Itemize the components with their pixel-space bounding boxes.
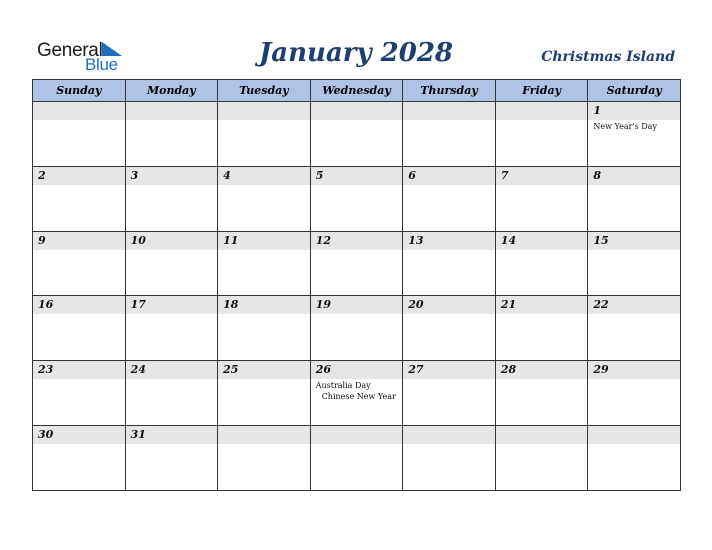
calendar-day-cell <box>495 425 588 490</box>
day-number: 18 <box>218 296 310 314</box>
day-number: 28 <box>496 361 588 379</box>
calendar-week-row <box>33 361 681 426</box>
day-number: 17 <box>126 296 218 314</box>
calendar-day-cell <box>495 361 588 426</box>
calendar-grid <box>32 79 681 491</box>
day-number: 21 <box>496 296 588 314</box>
calendar-day-cell <box>310 361 403 426</box>
calendar-day-cell <box>218 231 311 296</box>
day-number: 16 <box>33 296 125 314</box>
calendar-day-cell <box>588 166 681 231</box>
day-number: 19 <box>311 296 403 314</box>
day-number: 10 <box>126 232 218 250</box>
calendar-day-cell <box>218 166 311 231</box>
calendar-day-cell <box>403 296 496 361</box>
calendar-day-cell <box>218 102 311 167</box>
weekday-tuesday: Tuesday <box>218 80 311 102</box>
calendar-day-cell <box>125 102 218 167</box>
calendar-day-cell <box>403 361 496 426</box>
calendar-day-cell <box>33 166 126 231</box>
day-number: 30 <box>33 426 125 444</box>
calendar-day-cell <box>218 361 311 426</box>
weekday-monday: Monday <box>125 80 218 102</box>
day-number: 25 <box>218 361 310 379</box>
day-number: 14 <box>496 232 588 250</box>
day-number: 3 <box>126 167 218 185</box>
calendar-week-row <box>33 231 681 296</box>
calendar-day-cell <box>125 166 218 231</box>
calendar-title: January 2028 <box>258 38 454 68</box>
day-number: 6 <box>403 167 495 185</box>
calendar-day-cell <box>310 102 403 167</box>
day-number: 22 <box>588 296 680 314</box>
day-number: 20 <box>403 296 495 314</box>
day-number <box>218 102 310 120</box>
holiday-name: Chinese New Year <box>321 392 396 402</box>
calendar-day-cell <box>125 231 218 296</box>
calendar-day-cell <box>403 102 496 167</box>
holiday-list <box>311 379 403 402</box>
day-number: 12 <box>311 232 403 250</box>
day-number: 29 <box>588 361 680 379</box>
calendar-day-cell <box>588 231 681 296</box>
calendar-day-cell <box>218 425 311 490</box>
day-number: 7 <box>496 167 588 185</box>
calendar-day-cell <box>33 102 126 167</box>
calendar-day-cell <box>588 296 681 361</box>
holiday-name: New Year's Day <box>593 122 657 131</box>
day-number: 27 <box>403 361 495 379</box>
calendar-week-row <box>33 296 681 361</box>
holiday-list <box>588 120 680 132</box>
calendar-day-cell <box>33 231 126 296</box>
calendar-day-cell <box>33 296 126 361</box>
day-number <box>403 102 495 120</box>
region-label: Christmas Island <box>541 49 675 65</box>
holiday-name: Australia Day <box>315 381 371 391</box>
calendar-day-cell <box>125 296 218 361</box>
day-number <box>218 426 310 444</box>
calendar-day-cell <box>310 296 403 361</box>
day-number: 1 <box>588 102 680 120</box>
logo-text-blue: Blue <box>85 55 118 74</box>
calendar-day-cell <box>495 231 588 296</box>
weekday-saturday: Saturday <box>588 80 681 102</box>
day-number <box>311 426 403 444</box>
calendar-day-cell <box>310 231 403 296</box>
day-number: 9 <box>33 232 125 250</box>
day-number <box>496 426 588 444</box>
weekday-wednesday: Wednesday <box>310 80 403 102</box>
calendar-day-cell <box>588 361 681 426</box>
day-number: 2 <box>33 167 125 185</box>
day-number: 31 <box>126 426 218 444</box>
day-number <box>496 102 588 120</box>
calendar-day-cell <box>403 166 496 231</box>
weekday-thursday: Thursday <box>403 80 496 102</box>
calendar-day-cell <box>588 425 681 490</box>
day-number: 23 <box>33 361 125 379</box>
calendar-day-cell <box>495 166 588 231</box>
calendar-day-cell <box>403 425 496 490</box>
calendar-week-row <box>33 425 681 490</box>
calendar-day-cell <box>125 425 218 490</box>
day-number: 13 <box>403 232 495 250</box>
calendar-day-cell <box>310 166 403 231</box>
day-number <box>33 102 125 120</box>
day-number: 8 <box>588 167 680 185</box>
calendar-day-cell <box>125 361 218 426</box>
logo-text-general: General <box>37 40 103 61</box>
day-number: 24 <box>126 361 218 379</box>
calendar-day-cell <box>310 425 403 490</box>
day-number <box>311 102 403 120</box>
day-number: 11 <box>218 232 310 250</box>
day-number: 4 <box>218 167 310 185</box>
calendar-day-cell <box>403 231 496 296</box>
calendar-week-row <box>33 102 681 167</box>
calendar-day-cell <box>495 102 588 167</box>
day-number <box>403 426 495 444</box>
calendar-week-row <box>33 166 681 231</box>
calendar-day-cell <box>588 102 681 167</box>
weekday-friday: Friday <box>495 80 588 102</box>
day-number: 5 <box>311 167 403 185</box>
calendar-day-cell <box>33 361 126 426</box>
calendar-day-cell <box>33 425 126 490</box>
weekday-sunday: Sunday <box>33 80 126 102</box>
day-number: 15 <box>588 232 680 250</box>
calendar-day-cell <box>218 296 311 361</box>
day-number <box>588 426 680 444</box>
weekday-header-row <box>33 80 681 102</box>
day-number <box>126 102 218 120</box>
calendar-day-cell <box>495 296 588 361</box>
day-number: 26 <box>311 361 403 379</box>
